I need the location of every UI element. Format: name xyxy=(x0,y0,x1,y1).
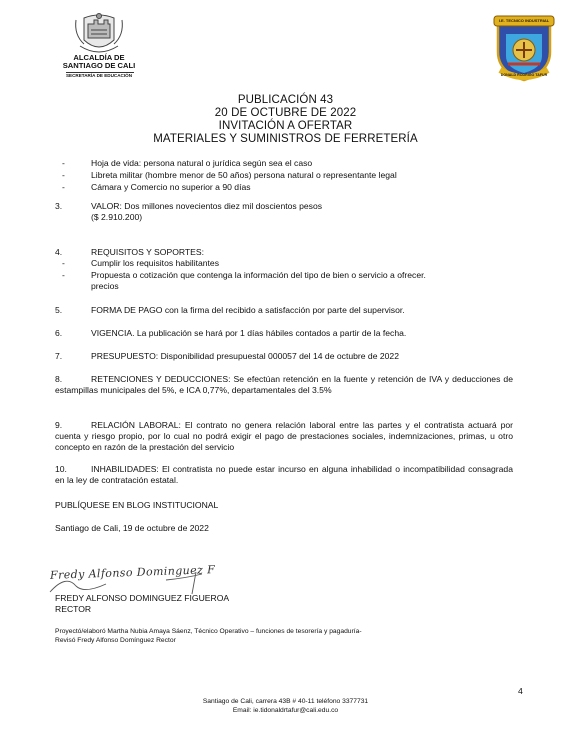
section-number: 8. xyxy=(55,374,63,384)
footer-address: Santiago de Cali, carrera 43B # 40-11 teléfono 3377731 xyxy=(202,698,369,705)
logo-line-2: SANTIAGO DE CALI xyxy=(62,61,136,70)
crest-banner-text: I.E. TECNICO INDUSTRIAL xyxy=(498,18,550,23)
section-7-budget: PRESUPUESTO: Disponibilidad presupuestal 000057 del 14 de octubre de 2022 xyxy=(91,351,399,361)
alcaldia-logo xyxy=(44,10,154,82)
list-item: Propuesta o cotización que contenga la información del tipo de bien o servicio a ofrecer. xyxy=(91,270,426,280)
section-number: 10. xyxy=(55,464,67,474)
crest-bottom-text: DONALD RODRIGO TAFUR xyxy=(500,73,548,77)
publication-number: PUBLICACIÓN 43 xyxy=(237,94,334,106)
section-number: 6. xyxy=(55,328,63,338)
list-item: Cámara y Comercio no superior a 90 días xyxy=(91,182,251,192)
list-bullet: - xyxy=(62,158,65,168)
signer-role: RECTOR xyxy=(55,604,92,614)
section-number: 9. xyxy=(55,420,63,430)
list-item: Hoja de vida: persona natural o jurídica según sea el caso xyxy=(91,158,313,168)
school-crest-logo xyxy=(492,12,556,82)
publish-note: PUBLÍQUESE EN BLOG INSTITUCIONAL xyxy=(55,500,219,510)
section-5-payment: FORMA DE PAGO con la firma del recibido a satisfacción por parte del supervisor. xyxy=(91,305,405,315)
publication-date: 20 DE OCTUBRE DE 2022 xyxy=(214,107,357,119)
section-4-heading: REQUISITOS Y SOPORTES: xyxy=(91,247,205,257)
section-number: 5. xyxy=(55,305,63,315)
section-9-labor-relation xyxy=(55,420,513,453)
section-number: 3. xyxy=(55,201,63,211)
invitation-heading: INVITACIÓN A OFERTAR xyxy=(218,120,353,132)
section-number: 7. xyxy=(55,351,63,361)
list-bullet: - xyxy=(62,270,65,280)
logo-line-3: SECRETARÍA DE EDUCACIÓN xyxy=(65,73,133,78)
list-item-continuation: precios xyxy=(91,281,119,291)
section-3-amount: ($ 2.910.200) xyxy=(91,212,143,222)
invitation-subject: MATERIALES Y SUMINISTROS DE FERRETERÍA xyxy=(153,133,418,145)
list-item: Libreta militar (hombre menor de 50 años) persona natural o representante legal xyxy=(91,170,397,180)
signer-name: FREDY ALFONSO DOMINGUEZ FIGUEROA xyxy=(55,593,230,603)
page-number: 4 xyxy=(518,686,523,696)
section-8-text: RETENCIONES Y DEDUCCIONES: Se efectúan retención en la fuente y retención de IVA y deducciones de estampillas municipales del 5%, e ICA 0,77%, departamentales del 3.5% xyxy=(55,374,513,395)
section-10-disabilities xyxy=(55,464,513,486)
logo-line-1: ALCALDÍA DE xyxy=(73,53,125,62)
reviewed-by: Revisó Fredy Alfonso Domínguez Rector xyxy=(55,637,176,644)
prepared-by: Proyectó/elaboró Martha Nubia Amaya Sáenz, Técnico Operativo – funciones de tesorería y pagaduría- xyxy=(55,628,362,635)
list-bullet: - xyxy=(62,182,65,192)
list-bullet: - xyxy=(62,170,65,180)
section-8-withholdings xyxy=(55,374,513,396)
section-9-text: RELACIÓN LABORAL: El contrato no genera relación laboral entre las partes y el contratista actuará por cuenta y riesgo propio, por lo cual no podrá exigir el pago de prestaciones sociales, indemnizaciones, primas, u otro concepto en razón de la prestación del servicio xyxy=(55,420,513,452)
section-10-text: INHABILIDADES: El contratista no puede estar incurso en alguna inhabilidad o incompatibilidad consagrada en la ley de contratación estatal. xyxy=(55,464,513,485)
section-6-validity: VIGENCIA. La publicación se hará por 1 días hábiles contados a partir de la fecha. xyxy=(91,328,407,338)
section-number: 4. xyxy=(55,247,63,257)
section-3-value: VALOR: Dos millones novecientos diez mil doscientos pesos xyxy=(91,201,323,211)
list-bullet: - xyxy=(62,258,65,268)
place-and-date: Santiago de Cali, 19 de octubre de 2022 xyxy=(55,523,209,533)
list-item: Cumplir los requisitos habilitantes xyxy=(91,258,220,268)
footer-email: Email: ie.tidonaldrtafur@cali.edu.co xyxy=(232,707,339,714)
handwritten-signature: Fredy Alfonso Dominguez F xyxy=(49,563,216,582)
